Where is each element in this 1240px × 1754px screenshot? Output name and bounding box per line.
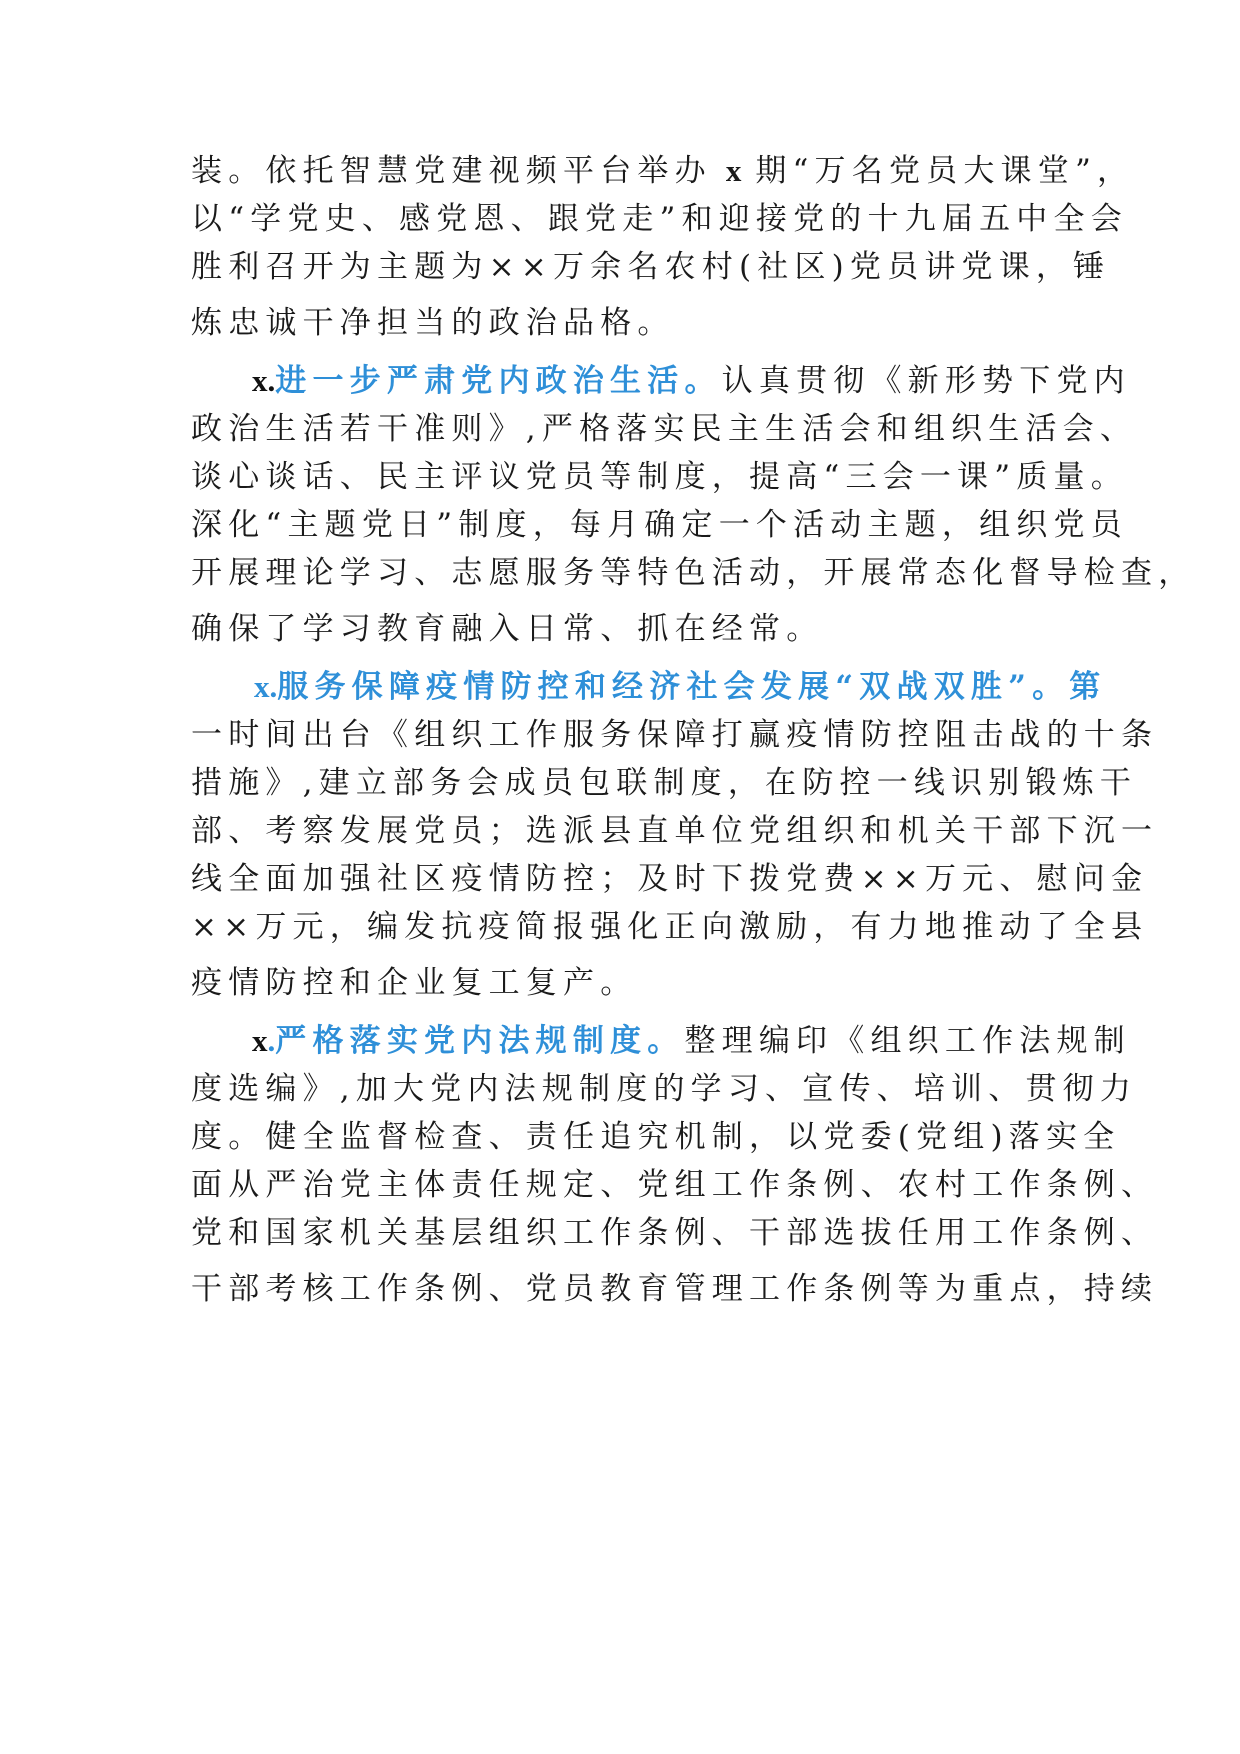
section-heading-line — [254, 667, 1124, 707]
section-number: x — [252, 1023, 268, 1058]
text-line: 谈心谈话、民主评议党员等制度，提高“三会一课”质量。 — [191, 459, 1128, 495]
text-segment: 整理编印《组织工作法规制 — [684, 1023, 1131, 1059]
text-line: 党和国家机关基层组织工作条例、干部选拔任用工作条例、 — [191, 1215, 1159, 1251]
text-line: 确保了学习教育融入日常、抓在经常。 — [191, 611, 824, 647]
text-line: 开展理论学习、志愿服务等特色活动，开展常态化督导检查， — [191, 555, 1196, 591]
text-line: 干部考核工作条例、党员教育管理工作条例等为重点，持续 — [191, 1271, 1159, 1307]
section-heading-line — [252, 1021, 1131, 1061]
text-line: 炼忠诚干净担当的政治品格。 — [191, 305, 675, 341]
section-heading: 严格落实党内法规制度。 — [275, 1023, 685, 1059]
text-line: 一时间出台《组织工作服务保障打赢疫情防控阻击战的十条 — [191, 717, 1159, 753]
text-line: 度。健全监督检查、责任追究机制，以党委(党组)落实全 — [191, 1119, 1121, 1155]
text-line: 政治生活若干准则》,严格落实民主生活会和组织生活会、 — [191, 411, 1138, 447]
text-line: 面从严治党主体责任规定、党组工作条例、农村工作条例、 — [191, 1167, 1159, 1203]
text-line: 疫情防控和企业复工复产。 — [191, 965, 638, 1001]
text-line: 部、考察发展党员；选派县直单位党组织和机关干部下沉一 — [191, 813, 1159, 849]
section-heading: 服务保障疫情防控和经济社会发展“双战双胜”。第 — [277, 669, 1107, 705]
text-line: ××万元，编发抗疫简报强化正向激励，有力地推动了全县 — [191, 909, 1149, 945]
text-segment: 装。依托智慧党建视频平台举办 — [191, 153, 712, 189]
placeholder-number: x — [725, 153, 742, 188]
section-number: x. — [254, 669, 278, 704]
text-line: 线全面加强社区疫情防控；及时下拨党费××万元、慰问金 — [191, 861, 1149, 897]
text-line — [191, 151, 1135, 191]
section-heading-line — [252, 361, 1131, 401]
section-number-dot: . — [267, 1023, 276, 1058]
text-segment: 期“万名党员大课堂”， — [755, 153, 1135, 189]
section-heading: 进一步严肃党内政治生活。 — [275, 363, 722, 399]
text-line: 胜利召开为主题为××万余名农村(社区)党员讲党课，锤 — [191, 249, 1111, 285]
text-segment: 认真贯彻《新形势下党内 — [721, 363, 1131, 399]
text-line: 度选编》,加大党内法规制度的学习、宣传、培训、贯彻力 — [191, 1071, 1138, 1107]
text-line: 深化“主题党日”制度，每月确定一个活动主题，组织党员 — [191, 507, 1128, 543]
text-line: 以“学党史、感党恩、跟党走”和迎接党的十九届五中全会 — [191, 201, 1128, 237]
text-line: 措施》,建立部务会成员包联制度，在防控一线识别锻炼干 — [191, 765, 1138, 801]
section-number: x. — [252, 363, 276, 398]
